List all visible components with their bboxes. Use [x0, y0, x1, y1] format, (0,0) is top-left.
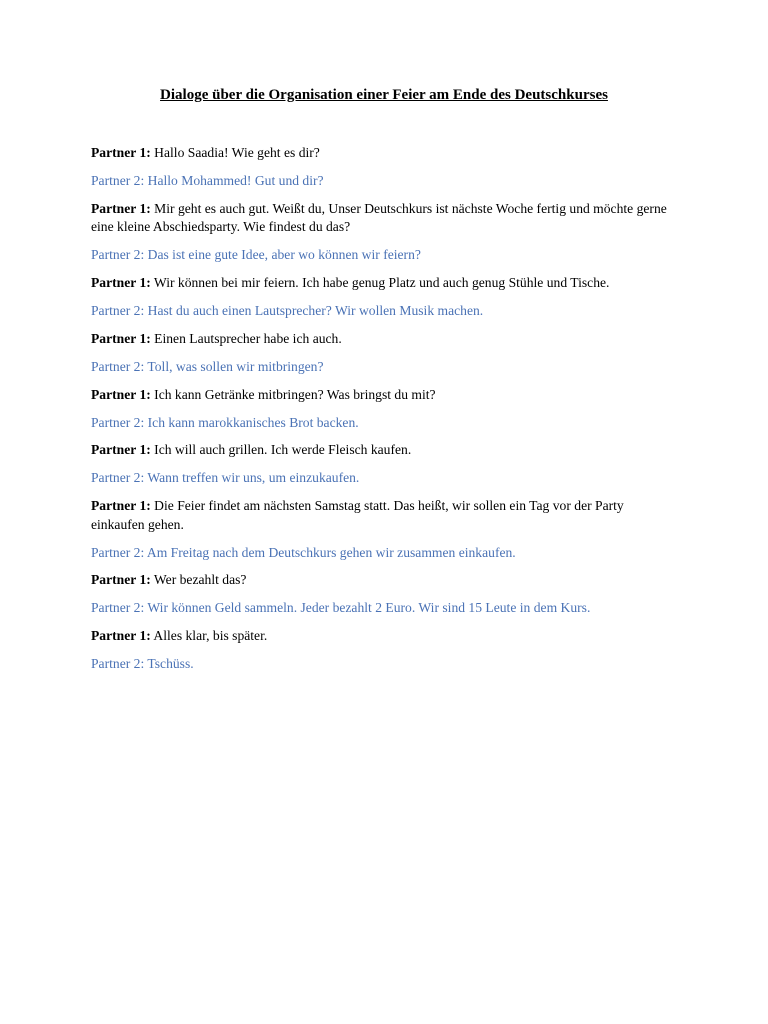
dialogue-body: [91, 144, 676, 683]
speaker-label: Partner 1:: [91, 386, 151, 402]
dialogue-line-partner1: [91, 274, 676, 293]
dialogue-text: Einen Lautsprecher habe ich auch.: [154, 330, 342, 346]
speaker-label: Partner 1:: [91, 572, 151, 588]
dialogue-text: Hallo Mohammed! Gut und dir?: [147, 172, 324, 188]
dialogue-line-partner2: [91, 302, 676, 321]
dialogue-text: Am Freitag nach dem Deutschkurs gehen wir zusammen einkaufen.: [146, 544, 516, 560]
speaker-label: Partner 2:: [91, 470, 145, 486]
dialogue-text: Wir können Geld sammeln. Jeder bezahlt 2 Euro. Wir sind 15 Leute in dem Kurs.: [147, 600, 591, 616]
dialogue-text: Hallo Saadia! Wie geht es dir?: [154, 145, 320, 160]
dialogue-line-partner1: [91, 386, 676, 405]
dialogue-text: Ich kann marokkanisches Brot backen.: [147, 414, 359, 430]
speaker-label: Partner 2:: [91, 247, 145, 263]
speaker-label: Partner 2:: [91, 600, 145, 616]
dialogue-line-partner2: [91, 655, 676, 674]
dialogue-line-partner2: [91, 414, 676, 433]
speaker-label: Partner 1:: [91, 330, 151, 346]
speaker-label: Partner 2:: [91, 414, 145, 430]
dialogue-text: Das ist eine gute Idee, aber wo können wir feiern?: [147, 247, 421, 263]
speaker-label: Partner 1:: [91, 200, 151, 216]
speaker-label: Partner 1:: [91, 145, 151, 160]
dialogue-text: Ich kann Getränke mitbringen? Was bringst du mit?: [154, 386, 436, 402]
speaker-label: Partner 2:: [91, 302, 145, 318]
speaker-label: Partner 2:: [91, 358, 145, 374]
dialogue-text: Wann treffen wir uns, um einzukaufen.: [147, 470, 360, 486]
document-title: Dialoge über die Organisation einer Feier am Ende des Deutschkurses: [160, 87, 608, 103]
speaker-label: Partner 2:: [91, 656, 145, 672]
dialogue-line-partner2: [91, 599, 676, 618]
dialogue-text: Ich will auch grillen. Ich werde Fleisch kaufen.: [154, 442, 412, 458]
dialogue-line-partner1: [91, 627, 676, 646]
speaker-label: Partner 2:: [91, 544, 145, 560]
dialogue-text: Hast du auch einen Lautsprecher? Wir wollen Musik machen.: [147, 302, 484, 318]
dialogue-line-partner1: [91, 571, 676, 590]
dialogue-text: Wir können bei mir feiern. Ich habe genug Platz und auch genug Stühle und Tische.: [153, 275, 610, 291]
dialogue-line-partner1: [91, 497, 676, 534]
speaker-label: Partner 1:: [91, 442, 151, 458]
dialogue-text: Mir geht es auch gut. Weißt du, Unser Deutschkurs ist nächste Woche fertig und möchte gerne eine kleine Abschiedsparty. Wie findest du das?: [91, 200, 667, 235]
dialogue-line-partner1: [91, 330, 676, 349]
dialogue-text: Die Feier findet am nächsten Samstag statt. Das heißt, wir sollen ein Tag vor der Party einkaufen gehen.: [91, 498, 624, 532]
dialogue-line-partner2: [91, 358, 676, 377]
dialogue-line-partner2: [91, 544, 676, 563]
dialogue-line-partner1: [91, 441, 676, 460]
speaker-label: Partner 1:: [91, 275, 151, 291]
speaker-label: Partner 1:: [91, 628, 151, 644]
dialogue-text: Toll, was sollen wir mitbringen?: [147, 358, 324, 374]
dialogue-line-partner2: [91, 246, 676, 265]
dialogue-line-partner1: [91, 144, 676, 163]
speaker-label: Partner 1:: [91, 498, 151, 514]
dialogue-text: Wer bezahlt das?: [153, 572, 247, 588]
dialogue-line-partner2: [91, 172, 676, 191]
dialogue-line-partner2: [91, 469, 676, 488]
dialogue-text: Tschüss.: [147, 656, 194, 672]
dialogue-text: Alles klar, bis später.: [153, 628, 268, 644]
dialogue-line-partner1: [91, 200, 676, 237]
speaker-label: Partner 2:: [91, 172, 145, 188]
